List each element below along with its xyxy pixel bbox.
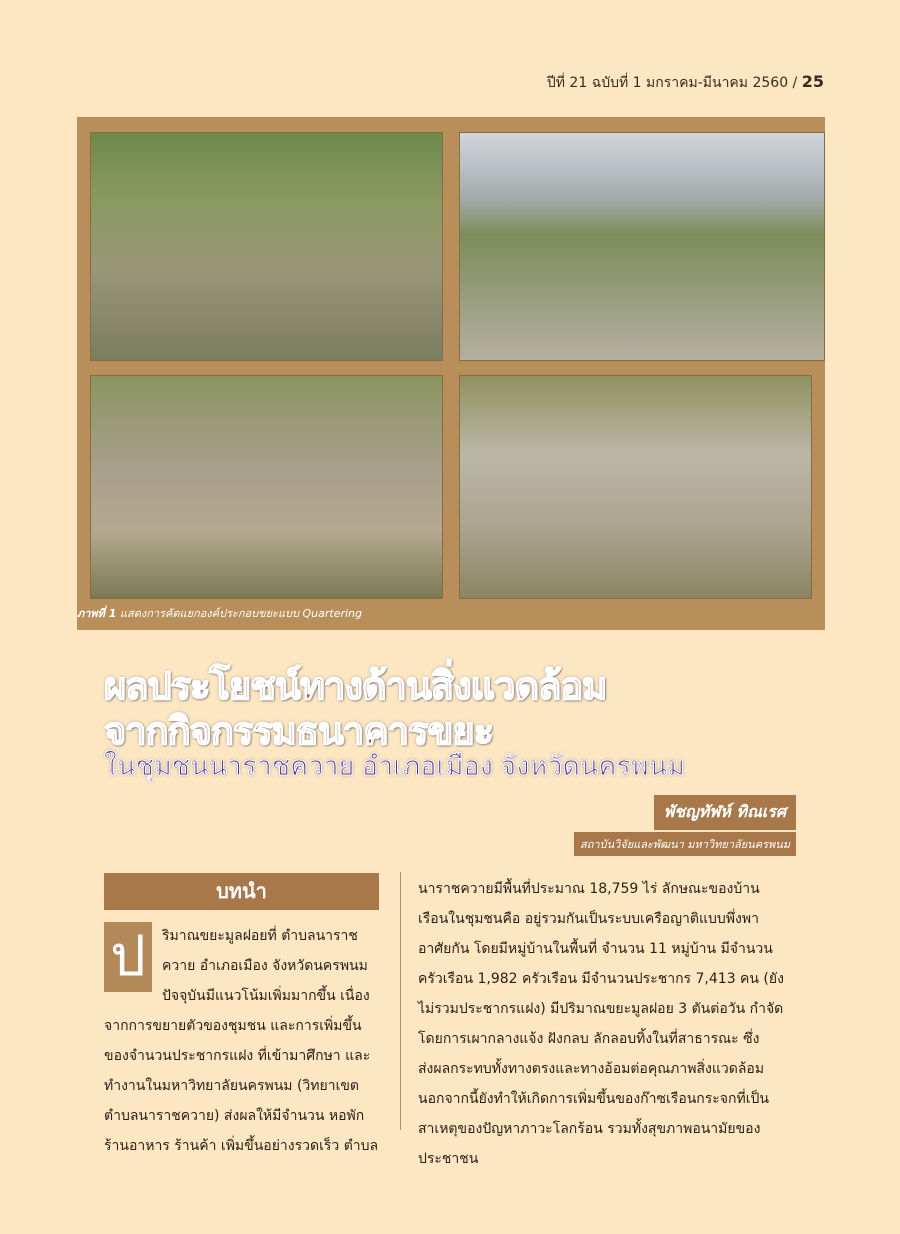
figure-caption	[77, 604, 362, 622]
title-line-1: ผลประโยชน์ทางด้านสิ่งแวดล้อม	[104, 666, 607, 708]
figure-caption-text: แสดงการคัดแยกองค์ประกอบขยะแบบ Quartering	[119, 607, 362, 620]
photo-waste-pile	[90, 375, 443, 599]
figure-label: ภาพที่ 1	[77, 607, 117, 620]
drop-cap: ป	[104, 922, 152, 992]
author-name: พัชญทัฬห์ ทิณเรศ	[654, 795, 796, 830]
section-heading: บทนำ	[104, 873, 379, 910]
body-text-line: ปัจจุบันมีแนวโน้มเพิ่มมากขึ้น เนื่อง	[162, 988, 370, 1004]
title-line-2: จากกิจกรรมธนาคารขยะ	[104, 711, 494, 753]
photo-sorting-basket	[90, 132, 443, 361]
body-text-line: ตำบลนาราชควาย) ส่งผลให้มีจำนวน หอพัก	[104, 1108, 365, 1124]
body-text-line: ของจำนวนประชากรแฝง ที่เข้ามาศึกษา และ	[104, 1048, 371, 1064]
body-text-line: สาเหตุของปัญหาภาวะโลกร้อน รวมทั้งสุขภาพอนามัยของ	[418, 1121, 761, 1137]
subtitle: ในชุมชนนาราชควาย อำเภอเมือง จังหวัดนครพนม	[104, 751, 685, 781]
body-text-line: จากการขยายตัวของชุมชน และการเพิ่มขึ้น	[104, 1018, 362, 1034]
body-text-line: ควาย อำเภอเมือง จังหวัดนครพนม	[162, 958, 368, 974]
body-text-line: อาศัยกัน โดยมีหมู่บ้านในพื้นที่ จำนวน 11 หมู่บ้าน มีจำนวน	[418, 941, 773, 957]
photo-workers-waste	[459, 132, 825, 361]
issue-info: ปีที่ 21 ฉบับที่ 1 มกราคม-มีนาคม 2560 /	[546, 75, 798, 91]
body-text-line: ส่งผลกระทบทั้งทางตรงและทางอ้อมต่อคุณภาพสิ่งแวดล้อม	[418, 1061, 765, 1077]
body-text-line: เรือนในชุมชนคือ อยู่รวมกันเป็นระบบเครือญาติแบบพึ่งพา	[418, 911, 759, 927]
body-text-line: ร้านอาหาร ร้านค้า เพิ่มขึ้นอย่างรวดเร็ว ตำบล	[104, 1138, 379, 1154]
body-text-line: ทำงานในมหาวิทยาลัยนครพนม (วิทยาเขต	[104, 1078, 360, 1094]
body-text-line: ประชาชน	[418, 1151, 479, 1167]
author-affiliation: สถาบันวิจัยและพัฒนา มหาวิทยาลัยนครพนม	[574, 832, 796, 856]
body-text-line: ไม่รวมประชากรแฝง) มีปริมาณขยะมูลฝอย 3 ตันต่อวัน กำจัด	[418, 1001, 784, 1017]
page-header	[547, 72, 824, 94]
page-number: 25	[801, 72, 824, 91]
body-text-line: นาราชควายมีพื้นที่ประมาณ 18,759 ไร่ ลักษณะของบ้าน	[418, 881, 760, 897]
body-text-line: ครัวเรือน 1,982 ครัวเรือน มีจำนวนประชากร 7,413 คน (ยัง	[418, 971, 784, 987]
body-text-line: โดยการเผากลางแจ้ง ฝังกลบ ลักลอบทิ้งในที่สาธารณะ ซึ่ง	[418, 1031, 760, 1047]
body-text-line: ริมาณขยะมูลฝอยที่ ตำบลนาราช	[162, 928, 358, 944]
column-divider	[400, 872, 401, 1130]
photo-waste-spread	[459, 375, 812, 599]
figure-frame	[77, 117, 825, 630]
body-text-line: นอกจากนี้ยังทำให้เกิดการเพิ่มขึ้นของก๊าซเรือนกระจกที่เป็น	[418, 1091, 769, 1107]
